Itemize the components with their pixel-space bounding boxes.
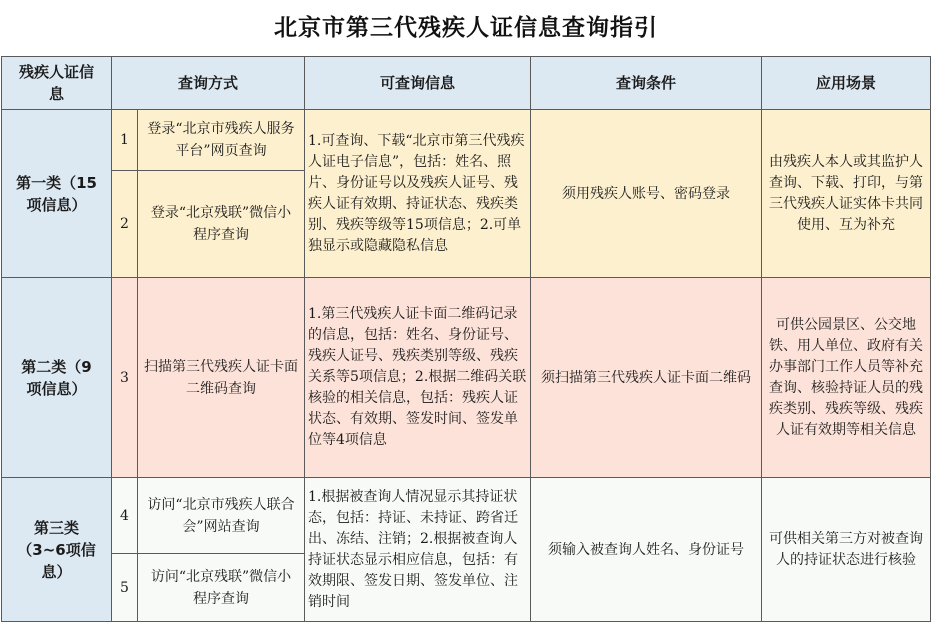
header-scenario: 应用场景 [762,57,931,110]
table-row [2,110,931,171]
category-cell-1: 第一类（15项信息） [2,110,112,278]
header-condition: 查询条件 [531,57,762,110]
row-number: 1 [112,110,138,171]
query-info: 1.可查询、下载“北京市第三代残疾人证电子信息”，包括：姓名、照片、身份证号以及残疾人证号、残疾人证有效期、持证状态、残疾类别、残疾等级等15项信息；2.可单独显示或隐藏隐私信息 [305,110,531,278]
usage-scenario: 由残疾人本人或其监护人查询、下载、打印，与第三代残疾人证实体卡共同使用、互为补充 [762,110,931,278]
table-row [2,278,931,478]
row-number: 2 [112,171,138,278]
row-number: 4 [112,478,138,554]
query-condition: 须用残疾人账号、密码登录 [531,110,762,278]
category-cell-3: 第三类（3~6项信息） [2,478,112,622]
query-method: 访问“北京残联”微信小程序查询 [138,554,305,622]
usage-scenario: 可供公园景区、公交地铁、用人单位、政府有关办事部门工作人员等补充查询、核验持证人员的残疾类别、残疾等级、残疾人证有效期等相关信息 [762,278,931,478]
query-method: 登录“北京市残疾人服务平台”网页查询 [138,110,305,171]
query-method: 访问“北京市残疾人联合会”网站查询 [138,478,305,554]
query-method: 登录“北京残联”微信小程序查询 [138,171,305,278]
query-guide-table [1,56,931,622]
row-number: 3 [112,278,138,478]
query-info: 1.根据被查询人情况显示其持证状态，包括：持证、未持证、跨省迁出、冻结、注销；2.根据被查询人持证状态显示相应信息，包括：有效期限、签发日期、签发单位、注销时间 [305,478,531,622]
query-method: 扫描第三代残疾人证卡面二维码查询 [138,278,305,478]
query-condition: 须扫描第三代残疾人证卡面二维码 [531,278,762,478]
usage-scenario: 可供相关第三方对被查询人的持证状态进行核验 [762,478,931,622]
header-method: 查询方式 [112,57,305,110]
query-condition: 须输入被查询人姓名、身份证号 [531,478,762,622]
table-row [2,478,931,554]
category-cell-2: 第二类（9项信息） [2,278,112,478]
page-title: 北京市第三代残疾人证信息查询指引 [274,15,658,41]
header-info: 可查询信息 [305,57,531,110]
header-category: 残疾人证信息 [2,57,112,110]
row-number: 5 [112,554,138,622]
header-row [2,57,931,110]
query-info: 1.第三代残疾人证卡面二维码记录的信息，包括：姓名、身份证号、残疾人证号、残疾类别等级、残疾关系等5项信息；2.根据二维码关联核验的相关信息，包括：残疾人证状态、有效期、签发时间、签发单位等4项信息 [305,278,531,478]
